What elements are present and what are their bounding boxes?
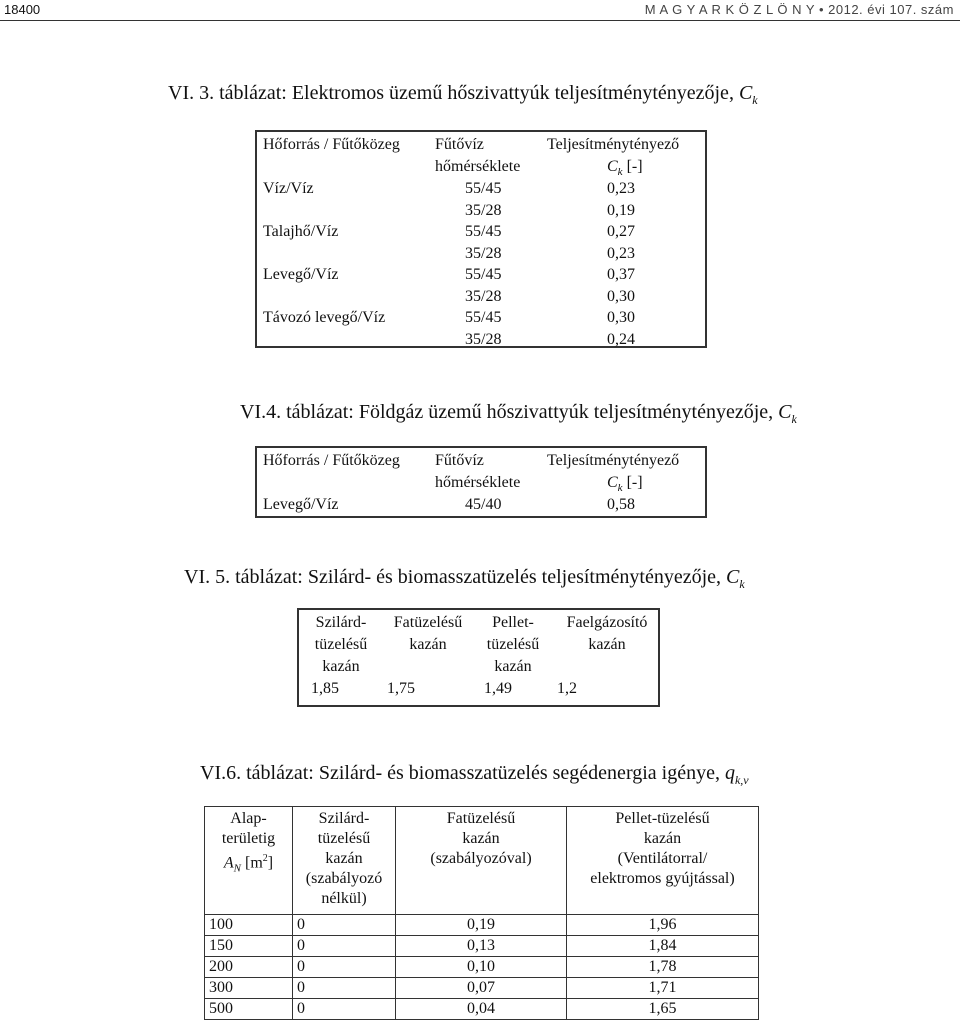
table-row (205, 999, 759, 1020)
t4-col-source: Hőforrás / Fűtőközeg (263, 452, 400, 469)
t4-table: Hőforrás / Fűtőközeg Fűtővíz hőmérséklete Teljesítménytényező $C_k$ [-] Levegő/Víz 45/40 0,58 (255, 446, 707, 518)
t4-title: VI.4. táblázat: Földgáz üzemű hőszivattyúk teljesítménytényezője, $C_k$ (240, 401, 797, 426)
page-header (0, 0, 960, 22)
t6-cell: 0,07 (396, 978, 567, 999)
t6-table (204, 806, 759, 1020)
t6-cell: 500 (205, 999, 293, 1020)
t3-row-temp: 35/28 (465, 330, 502, 348)
journal-title: M A G Y A R K Ö Z L Ö N Y • 2012. évi 107. szám (644, 2, 954, 17)
t6-title: VI.6. táblázat: Szilárd- és biomasszatüzelés segédenergia igénye, $q_{k,v}$ (200, 762, 749, 787)
t6-cell: 150 (205, 936, 293, 957)
bullet: • (818, 2, 825, 17)
t3-row-value: 0,27 (607, 223, 635, 240)
t3-row-temp: 35/28 (465, 244, 502, 262)
t3-row-temp: 35/28 (465, 287, 502, 305)
t5-table (297, 608, 660, 707)
t3-col-temp: Fűtővíz (435, 136, 484, 153)
t6-col-solid: Szilárd- tüzelésű kazán (szabályozó nélkül) (293, 807, 396, 915)
t3-row-value: 0,24 (607, 330, 635, 348)
t6-cell: 300 (205, 978, 293, 999)
t3-row-value: 0,23 (607, 244, 635, 262)
t3-row-temp: 35/28 (465, 201, 502, 219)
t5-col-solid: Szilárd- tüzelésű kazán (314, 614, 368, 675)
t3-title: VI. 3. táblázat: Elektromos üzemű hőszivattyúk teljesítménytényezője, $C_k$ (168, 82, 758, 107)
t6-cell: 1,65 (567, 999, 759, 1020)
t6-cell: 0,19 (396, 915, 567, 936)
page-number: 18400 (4, 2, 41, 17)
t4-row-temp: 45/40 (465, 496, 502, 513)
t3-row-value: 0,23 (607, 180, 635, 197)
t5-value-solid: 1,85 (311, 680, 339, 697)
header-rule (0, 20, 960, 21)
t3-col-value: Teljesítménytényező (547, 136, 680, 153)
t3-row-temp: 55/45 (465, 266, 502, 283)
t5-title: VI. 5. táblázat: Szilárd- és biomasszatüzelés teljesítménytényezője, $C_k$ (184, 566, 745, 591)
t3-row-source: Víz/Víz (263, 180, 314, 197)
t3-row-temp: 55/45 (465, 309, 502, 326)
t6-cell: 0,13 (396, 936, 567, 957)
t3-row-value: 0,30 (607, 309, 635, 326)
t3-table: Hőforrás / Fűtőközeg Fűtővíz hőmérséklete Teljesítménytényező $C_k$ [-] Víz/Víz 55/45 0,23 35/28 0,19 Talajhő/Víz 55/45 0,27 35/28 0,23 Levegő/Víz 55/45 0,37 35/28 0,30 Távozó levegő/Víz 55/45 0,30 35/28 0,24 (255, 130, 707, 348)
t6-body (205, 915, 759, 1020)
table-row (205, 957, 759, 978)
t6-cell: 0 (293, 915, 396, 936)
t4-col-value: Teljesítménytényező (547, 452, 680, 469)
t3-row-temp: 55/45 (465, 223, 502, 240)
t6-cell: 0 (293, 957, 396, 978)
t6-cell: 1,78 (567, 957, 759, 978)
t4-row-value: 0,58 (607, 496, 635, 513)
t3-row-temp: 55/45 (465, 180, 502, 197)
t5-value-gasifier: 1,2 (557, 680, 577, 697)
t6-cell: 0 (293, 936, 396, 957)
t4-col-temp: Fűtővíz (435, 452, 484, 469)
t5-value-pellet: 1,49 (484, 680, 512, 697)
t6-col-area: Alap- területig $A_N$ $[m^2]$ (205, 807, 293, 915)
t4-row-source: Levegő/Víz (263, 496, 339, 513)
t3-row-source: Levegő/Víz (263, 266, 339, 283)
t6-col-pellet: Pellet-tüzelésű kazán (Ventilátorral/ elektromos gyújtással) (567, 807, 759, 915)
t6-cell: 1,71 (567, 978, 759, 999)
t6-cell: 200 (205, 957, 293, 978)
t3-col-source: Hőforrás / Fűtőközeg (263, 136, 400, 153)
t6-header-row (205, 807, 759, 915)
t6-cell: 100 (205, 915, 293, 936)
t6-col-wood: Fatüzelésű kazán (szabályozóval) (396, 807, 567, 915)
t5-col-gasifier: Faelgázosító kazán (566, 614, 648, 653)
t6-cell: 0 (293, 978, 396, 999)
t6-cell: 1,96 (567, 915, 759, 936)
t3-row-source: Távozó levegő/Víz (263, 309, 386, 326)
t6-cell: 0 (293, 999, 396, 1020)
t5-col-pellet: Pellet- tüzelésű kazán (486, 614, 540, 675)
t5-col-wood: Fatüzelésű kazán (393, 614, 463, 653)
t5-value-wood: 1,75 (387, 680, 415, 697)
t3-row-value: 0,37 (607, 266, 635, 283)
t6-cell: 1,84 (567, 936, 759, 957)
t3-row-value: 0,19 (607, 201, 635, 219)
t3-row-value: 0,30 (607, 287, 635, 305)
table-row (205, 978, 759, 999)
t6-cell: 0,10 (396, 957, 567, 978)
t6-cell: 0,04 (396, 999, 567, 1020)
t3-row-source: Talajhő/Víz (263, 223, 339, 240)
table-row (205, 915, 759, 936)
table-row (205, 936, 759, 957)
